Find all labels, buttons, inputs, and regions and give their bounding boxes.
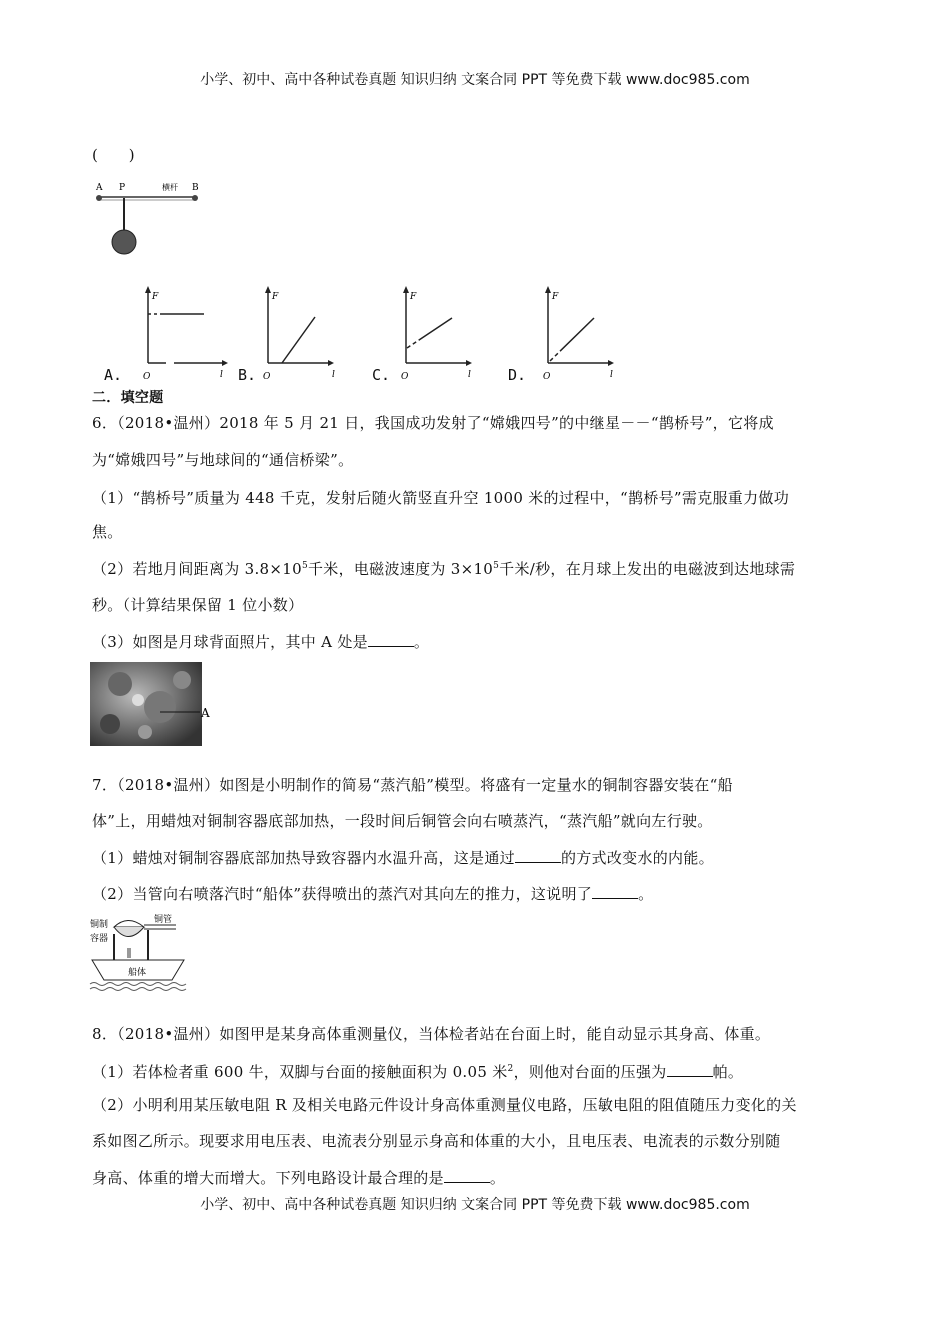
svg-text:F: F: [552, 292, 559, 302]
graph-a: [143, 286, 228, 382]
svg-text:O: O: [543, 372, 551, 382]
page-footer: 小学、初中、高中各种试卷真题 知识归纳 文案合同 PPT 等免费下载 www.doc985.com: [200, 1197, 750, 1213]
label-rod: 横杆: [162, 183, 178, 192]
graph-b: [263, 286, 335, 382]
svg-text:F: F: [410, 292, 417, 302]
q7-part2: （2）当管向右喷落汽时“船体”获得喷出的蒸汽对其向左的推力，这说明了 。: [92, 885, 654, 903]
label-a: A: [96, 183, 103, 193]
q6-part2-line2: 秒。（计算结果保留 1 位小数）: [92, 596, 304, 614]
q8-part2-line1: （2）小明利用某压敏电阻 R 及相关电路元件设计身高体重测量仪电路，压敏电阻的阻值随压力变化的关: [92, 1096, 797, 1114]
answer-blank[interactable]: [368, 632, 414, 647]
answer-parentheses: ( ): [92, 146, 135, 164]
q8-part2-line2: 系如图乙所示。现要求用电压表、电流表分别显示身高和体重的大小，且电压表、电流表的示数分别随: [92, 1132, 781, 1150]
option-d-label[interactable]: D.: [508, 366, 527, 384]
q7-line2: 体”上，用蜡烛对铜制容器底部加热，一段时间后铜管会向右喷蒸汽，“蒸汽船”就向左行驶。: [92, 812, 713, 830]
svg-text:船体: 船体: [128, 968, 147, 978]
svg-text:F: F: [152, 292, 159, 302]
moon-photo: [90, 662, 220, 746]
q6-part1-line1: （1）“鹊桥号”质量为 448 千克，发射后随火箭竖直升空 1000 米的过程中，“鹊桥号”需克服重力做功: [92, 489, 789, 507]
svg-text:l: l: [468, 370, 471, 380]
answer-blank[interactable]: [515, 848, 561, 863]
svg-text:铜制: 铜制: [90, 920, 109, 930]
q8-line1: 8．（2018•温州）如图甲是某身高体重测量仪，当体检者站在台面上时，能自动显示其身高、体重。: [92, 1025, 771, 1043]
answer-blank[interactable]: [444, 1168, 490, 1183]
q7-part1: （1）蜡烛对铜制容器底部加热导致容器内水温升高，这是通过 的方式改变水的内能。: [92, 849, 714, 867]
q6-part3: （3）如图是月球背面照片，其中 A 处是 。: [92, 633, 430, 651]
svg-text:l: l: [610, 370, 613, 380]
option-a-label[interactable]: A.: [104, 366, 123, 384]
page-header: 小学、初中、高中各种试卷真题 知识归纳 文案合同 PPT 等免费下载 www.doc985.com: [200, 72, 750, 88]
q6-part1-line2: 焦。: [92, 523, 123, 541]
svg-text:O: O: [263, 372, 271, 382]
option-c-label[interactable]: C.: [372, 366, 391, 384]
answer-blank[interactable]: [592, 884, 638, 899]
lever-figure: [92, 178, 212, 258]
q6-part2-line1: （2）若地月间距离为 $3.8\times 10^5$千米，电磁波速度为 $3\times 10^5$千米/秒，在月球上发出的电磁波到达地球需: [92, 560, 796, 578]
section-title: 二．填空题: [92, 390, 164, 406]
photo-label-a: A: [201, 706, 210, 720]
answer-blank[interactable]: [667, 1062, 713, 1077]
q6-line1: 6．（2018•温州）2018 年 5 月 21 日，我国成功发射了“嫦娥四号”的中继星－－“鹊桥号”，它将成: [92, 414, 774, 432]
q7-line1: 7．（2018•温州）如图是小明制作的简易“蒸汽船”模型。将盛有一定量水的铜制容器安装在“船: [92, 776, 733, 794]
graph-c: [401, 286, 472, 382]
svg-text:F: F: [272, 292, 279, 302]
svg-text:l: l: [220, 370, 223, 380]
q8-part1: （1）若体检者重 600 牛，双脚与台面的接触面积为 0.05 米$^2$，则他对台面的压强为 帕。: [92, 1063, 744, 1081]
option-b-label[interactable]: B.: [238, 366, 257, 384]
svg-text:l: l: [332, 370, 335, 380]
label-b: B: [192, 183, 199, 193]
svg-text:容器: 容器: [90, 934, 109, 944]
steamboat-figure: [88, 912, 188, 994]
label-p: P: [119, 183, 126, 193]
svg-text:O: O: [401, 372, 409, 382]
graph-d: [543, 286, 614, 382]
svg-text:O: O: [143, 372, 151, 382]
svg-text:铜管: 铜管: [154, 915, 173, 925]
q6-line2: 为“嫦娥四号”与地球间的“通信桥梁”。: [92, 451, 354, 469]
q8-part2-line3: 身高、体重的增大而增大。下列电路设计最合理的是 。: [92, 1169, 506, 1187]
